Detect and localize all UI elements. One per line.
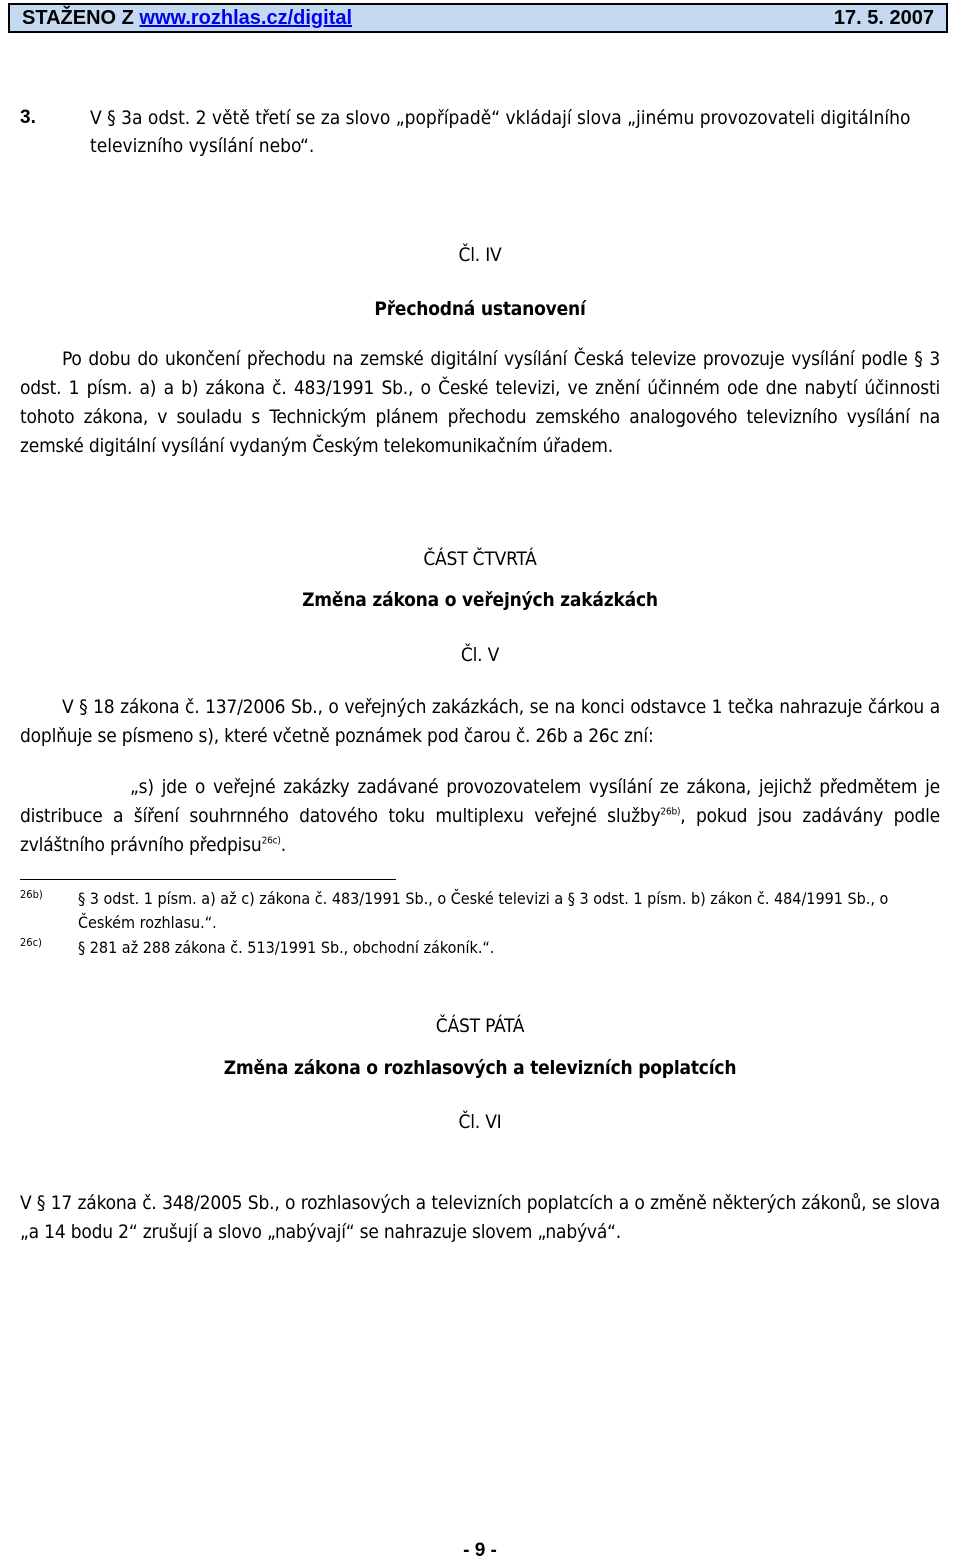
footnote-number: 26c) <box>20 936 42 949</box>
article-5-paragraph: V § 18 zákona č. 137/2006 Sb., o veřejných zakázkách, se na konci odstavce 1 tečka nahrazuje čárkou a doplňuje se písmeno s), které včetně poznámek pod čarou č. 26b a 26c zní: <box>20 696 940 747</box>
footnote-ref-26c: 26c) <box>261 835 281 847</box>
article-6-paragraph: V § 17 zákona č. 348/2005 Sb., o rozhlasových a televizních poplatcích a o změně některých zákonů, se slova „a 14 bodu 2“ zrušují a slovo „nabývají“ se nahrazuje slovem „nabývá“. <box>20 1192 940 1243</box>
part-5-title: Změna zákona o rozhlasových a televizních poplatcích <box>223 1057 737 1079</box>
item-text: V § 3a odst. 2 větě třetí se za slovo „popřípadě“ vkládají slova „jinému provozovateli digitálního televizního vysílání nebo“. <box>90 107 911 157</box>
footnote-text: § 281 až 288 zákona č. 513/1991 Sb., obchodní zákoník.“. <box>78 938 495 957</box>
article-4-title: Přechodná ustanovení <box>374 298 586 320</box>
footnote-number: 26b) <box>20 888 43 901</box>
article-4-heading: Čl. IV <box>458 244 502 266</box>
quoted-provision: „s) jde o veřejné zakázky zadávané provozovatelem vysílání ze zákona, jejichž předmětem je distribuce a šíření souhrnného datového toku multiplexu veřejné služby$^{26b)}$, pokud jsou zadávány podle zvláštního právního předpisu$^{26c)}$. <box>20 776 940 856</box>
article-4-paragraph: Po dobu do ukončení přechodu na zemské digitální vysílání Česká televize provozuje vysílání podle § 3 odst. 1 písm. a) a b) zákona č. 483/1991 Sb., o České televizi, ve znění účinném ode dne nabytí účinnosti tohoto zákona, v souladu s Technickým plánem přechodu zemského analogového televizního vysílání na zemské digitální vysílání vydaným Českým telekomunikačním úřadem. <box>20 348 940 457</box>
part-5-heading: ČÁST PÁTÁ <box>435 1015 525 1037</box>
footnote-separator <box>20 879 396 880</box>
header-source: STAŽENO Z www.rozhlas.cz/digital <box>22 6 353 29</box>
header-link[interactable]: www.rozhlas.cz/digital <box>139 6 353 29</box>
page-number: - 9 - <box>463 1540 497 1561</box>
part-4-title: Změna zákona o veřejných zakázkách <box>302 589 658 611</box>
part-4-heading: ČÁST ČTVRTÁ <box>423 548 537 570</box>
item-number: 3. <box>20 107 36 128</box>
footnote-text: § 3 odst. 1 písm. a) až c) zákona č. 483/1991 Sb., o České televizi a § 3 odst. 1 písm. b) zákon č. 484/1991 Sb., o Českém rozhlasu.“. <box>78 889 889 932</box>
header-date: 17. 5. 2007 <box>833 6 934 29</box>
article-6-heading: Čl. VI <box>458 1111 502 1133</box>
download-header <box>8 3 948 33</box>
article-5-heading: Čl. V <box>460 644 500 666</box>
footnote-ref-26b: 26b) <box>660 806 681 818</box>
